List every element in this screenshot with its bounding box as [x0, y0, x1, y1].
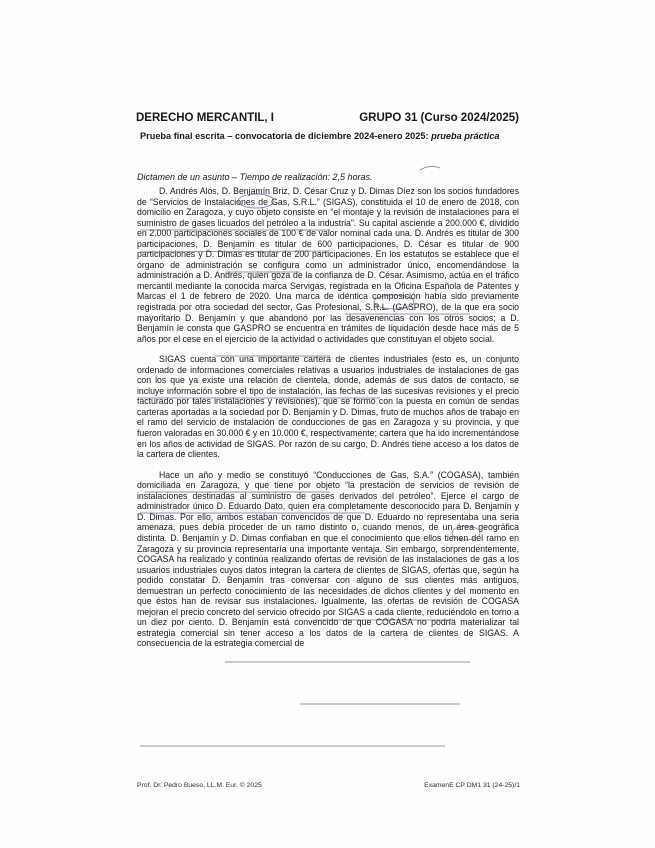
footer-author: Prof. Dr. Pedro Bueso, LL.M. Eur. © 2025 [137, 782, 262, 789]
assignment-intro: Dictamen de un asunto – Tiempo de realización: 2,5 horas. [137, 172, 373, 182]
paragraph-2: SIGAS cuenta con una importante cartera de clientes industriales (esto es, un conjunto ordenado de informaciones comerciales relativas a usuarios industriales de instalaciones de gas con los que ya existe una relación de clientela, donde, además de sus datos de contacto, se incluye información sobre el tipo de instalación, las fechas de las sucesivas revisiones y el precio facturado por tales instalaciones y revisiones), que se formó con la puesta en común de sendas carteras aportadas a la sociedad por D. Benjamín y D. Dimas, fruto de muchos años de trabajo en el ramo del servicio de instalación de conducciones de gas en Zaragoza y su provincia, y que fueron valoradas en 30.000 € y en 10.000 €, respectivamente; cartera que ha ido incrementándose en los años de actividad de SIGAS. Por razón de su cargo, D. Andrés tiene acceso a los datos de la cartera de clientes. [137, 354, 519, 460]
exam-subtitle [140, 131, 520, 141]
subtitle-emphasis: prueba práctica [431, 131, 500, 141]
course-title: DERECHO MERCANTIL, I [136, 112, 274, 124]
subtitle-main: Prueba final escrita – convocatoria de diciembre 2024-enero 2025: [140, 131, 429, 141]
group-title: GRUPO 31 (Curso 2024/2025) [359, 112, 519, 124]
paragraph-3: Hace un año y medio se constituyó “Conducciones de Gas, S.A.” (COGASA), también domiciliada en Zaragoza, y que tiene por objeto “la prestación de servicios de revisión de instalaciones destinadas al suministro de gases derivados del petróleo”. Ejerce el cargo de administrador único D. Eduardo Dato, quien era completamente desconocido para D. Benjamín y D. Dimas. Por ello, ambos estaban convencidos de que D. Eduardo no representaba una seria amenaza, pues debía proceder de un ramo distinto o, cuando menos, de un área geográfica distinta. D. Benjamín y D. Dimas confiaban en que el conocimiento que ellos tienen del ramo en Zaragoza y su provincia representaría una importante ventaja. Sin embargo, sorprendentemente, COGASA ha realizado y continúa realizando ofertas de revisión de las instalaciones de gas a los usuarios industriales cuyos datos integran la cartera de clientes de SIGAS, ofertas que, según ha podido constatar D. Benjamín tras conversar con alguno de sus clientes más antiguos, demuestran un perfecto conocimiento de las necesidades de dichos clientes y del momento en que éstos han de revisar sus instalaciones. Igualmente, las ofertas de revisión de COGASA mejoran el precio concreto del servicio ofrecido por SIGAS a cada cliente, reduciéndolo en torno a un diez por ciento. D. Benjamín está convencido de que COGASA no podría materializar tal estrategia comercial sin tener acceso a los datos de la cartera de clientes de SIGAS. A consecuencia de la estrategia comercial de [137, 469, 519, 649]
margin-mark [420, 166, 440, 170]
footer-exam-code: ExamenE CP DM1 31 (24-25)/1 [424, 782, 520, 789]
paragraph-1: D. Andrés Alós, D. Benjamín Briz, D. César Cruz y D. Dimas Díez son los socios fundadores de “Servicios de Instalaciones de Gas, S.R.L.” (SIGAS), constituida el 10 de enero de 2018, con domicilio en Zaragoza, y cuyo objeto consiste en “el montaje y la revisión de instalaciones para el suministro de gases licuados del petróleo a la industria”. Su capital asciende a 200.000 €, dividido en 2.000 participaciones sociales de 100 € de valor nominal cada una. D. Andrés es titular de 300 participaciones, D. Benjamín es titular de 600 participaciones, D. César es titular de 900 participaciones y D. Dimas es titular de 200 participaciones. En los estatutos se establece que el órgano de administración se configura como un administrador único, encomendándose la administración a D. Andrés, quien goza de la confianza de D. César. Asimismo, actúa en el tráfico mercantil mediante la conocida marca Servigas, registrada en la Oficina Española de Patentes y Marcas el 1 de febrero de 2020. Una marca de idéntica composición había sido previamente registrada por otra sociedad del sector, Gas Profesional, S.R.L. (GASPRO), de la que era socio mayoritario D. Benjamín y que abandonó por las desavenencias con los otros socios; a D. Benjamín le consta que GASPRO se encuentra en trámites de liquidación desde hace más de 5 años por el cese en el ejercicio de la actividad o actividades que constituyan el objeto social. [137, 186, 519, 344]
case-text [137, 186, 519, 659]
